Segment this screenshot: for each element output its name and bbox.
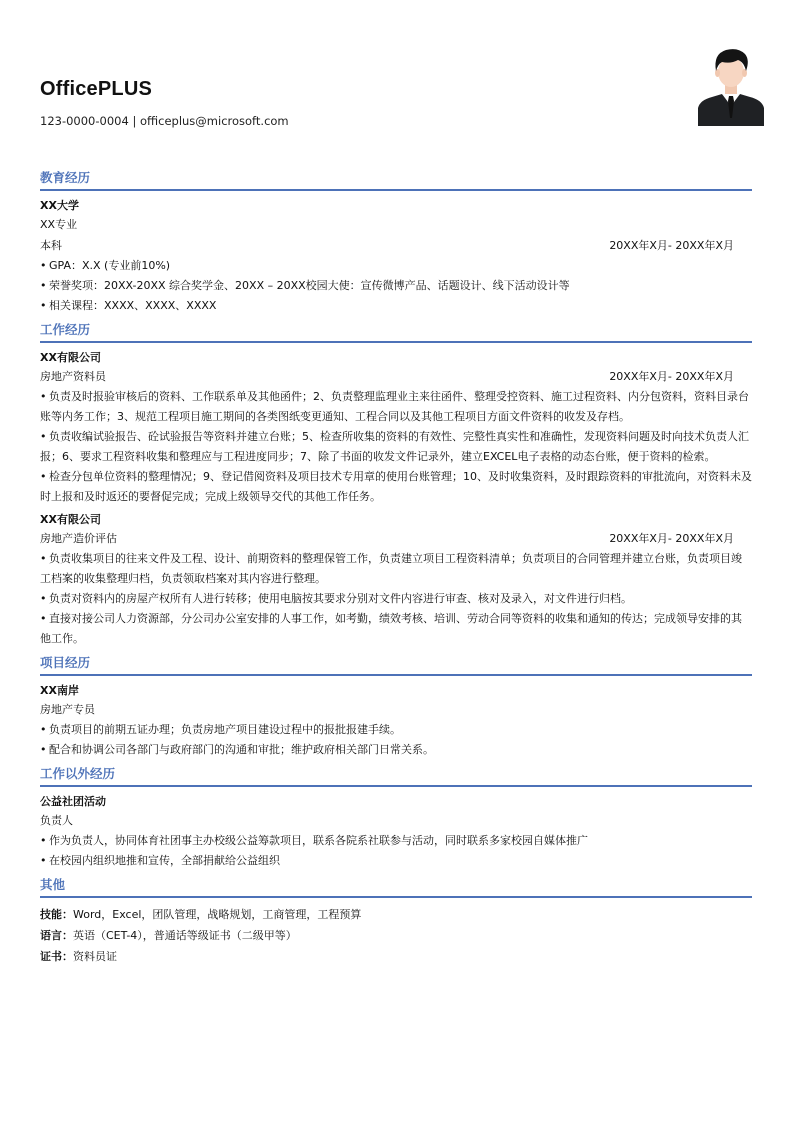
bullet-text: 负责收编试验报告、砼试验报告等资料并建立台账；5、检查所收集的资料的有效性、完整性真实性和准确性，发现资料问题及时向技术负责人汇报；6、要求工程资料收集和整理应与工程进度同步；7、除了书面的收发文件记录外，建立EXCEL电子表格的动态台账，便于资料的检索。 bbox=[40, 430, 749, 463]
bullet-text: 负责及时报验审核后的资料、工作联系单及其他函件；2、负责整理监理业主来往函件、整理受控资料、施工过程资料、内分包资料，资料目录台账等内务工作；3、规范工程项目施工期间的各类图纸变更通知、工程合同以及其他工程项目方面文件资料的收发及存档。 bbox=[40, 390, 749, 423]
language-label: 语言： bbox=[40, 929, 73, 942]
section-title-other: 其他 bbox=[40, 875, 752, 898]
list-item: • 负责项目的前期五证办理；负责房地产项目建设过程中的报批报建手续。 bbox=[40, 723, 401, 736]
avatar-icon bbox=[698, 44, 764, 126]
bullet-text: 在校园内组织地推和宣传，全部捐献给公益组织 bbox=[49, 854, 280, 867]
section-title-work: 工作经历 bbox=[40, 320, 752, 343]
certificate-value: 资料员证 bbox=[73, 950, 117, 963]
work-section bbox=[40, 320, 752, 649]
extra-section bbox=[40, 764, 752, 871]
role-line bbox=[40, 366, 752, 387]
job-role: 房地产资料员 bbox=[40, 370, 106, 383]
role-line bbox=[40, 699, 752, 720]
list-item: • 在校园内组织地推和宣传，全部捐献给公益组织 bbox=[40, 854, 280, 867]
bullet-text: GPA：X.X (专业前10%) bbox=[49, 259, 171, 272]
work-entry bbox=[40, 511, 752, 649]
company-name: XX有限公司 bbox=[40, 513, 101, 526]
role-line bbox=[40, 810, 752, 831]
bullet-text: 负责项目的前期五证办理；负责房地产项目建设过程中的报批报建手续。 bbox=[49, 723, 401, 736]
project-entry bbox=[40, 682, 752, 760]
skills-label: 技能： bbox=[40, 908, 73, 921]
certificate-line bbox=[40, 946, 752, 967]
resume-header bbox=[40, 78, 289, 128]
resume-content bbox=[40, 168, 752, 967]
bullet-text: 相关课程：XXXX、XXXX、XXXX bbox=[49, 299, 217, 312]
list-item: • 检查分包单位资料的整理情况；9、登记借阅资料及项目技术专用章的使用台账管理；10、及时收集资料，及时跟踪资料的审批流向，对资料未及时上报和及时返还的要督促完成；完成上级领导交代的其他工作任务。 bbox=[40, 470, 752, 503]
project-role: 房地产专员 bbox=[40, 703, 95, 716]
certificate-label: 证书： bbox=[40, 950, 73, 963]
skills-line bbox=[40, 904, 752, 925]
major-line bbox=[40, 214, 752, 235]
education-date: 20XX年X月- 20XX年X月 bbox=[609, 239, 734, 252]
bullet-text: 直接对接公司人力资源部，分公司办公室安排的人事工作，如考勤，绩效考核、培训、劳动合同等资料的收集和通知的传达；完成领导安排的其他工作。 bbox=[40, 612, 742, 645]
list-item: • GPA：X.X (专业前10%) bbox=[40, 259, 171, 272]
section-title-extra: 工作以外经历 bbox=[40, 764, 752, 787]
job-date: 20XX年X月- 20XX年X月 bbox=[609, 532, 734, 545]
education-entry bbox=[40, 197, 752, 316]
list-item: • 负责收集项目的往来文件及工程、设计、前期资料的整理保管工作，负责建立项目工程资料清单；负责项目的合同管理并建立台账，负责项目竣工档案的收集整理归档，负责领取档案对其内容进行整理。 bbox=[40, 552, 742, 585]
list-item: • 配合和协调公司各部门与政府部门的沟通和审批；维护政府相关部门日常关系。 bbox=[40, 743, 434, 756]
bullet-text: 配合和协调公司各部门与政府部门的沟通和审批；维护政府相关部门日常关系。 bbox=[49, 743, 434, 756]
list-item: • 直接对接公司人力资源部，分公司办公室安排的人事工作，如考勤，绩效考核、培训、劳动合同等资料的收集和通知的传达；完成领导安排的其他工作。 bbox=[40, 612, 742, 645]
role-line bbox=[40, 528, 752, 549]
language-line bbox=[40, 925, 752, 946]
activity-role: 负责人 bbox=[40, 814, 73, 827]
bullet-text: 作为负责人，协同体育社团事主办校级公益筹款项目，联系各院系社联参与活动，同时联系多家校园自媒体推广 bbox=[49, 834, 588, 847]
extra-entry bbox=[40, 793, 752, 871]
company-name: XX有限公司 bbox=[40, 351, 101, 364]
language-value: 英语（CET-4），普通话等级证书（二级甲等） bbox=[73, 929, 297, 942]
activity-name: 公益社团活动 bbox=[40, 795, 106, 808]
job-role: 房地产造价评估 bbox=[40, 532, 117, 545]
list-item: • 负责及时报验审核后的资料、工作联系单及其他函件；2、负责整理监理业主来往函件、整理受控资料、施工过程资料、内分包资料，资料目录台账等内务工作；3、规范工程项目施工期间的各类图纸变更通知、工程合同以及其他工程项目方面文件资料的收发及存档。 bbox=[40, 390, 749, 423]
candidate-name: OfficePLUS bbox=[40, 78, 153, 100]
skills-value: Word，Excel，团队管理，战略规划，工商管理，工程预算 bbox=[73, 908, 362, 921]
bullet-text: 荣誉奖项：20XX-20XX 综合奖学金、20XX – 20XX校园大使：宣传微博产品、话题设计、线下活动设计等 bbox=[49, 279, 570, 292]
list-item: • 作为负责人，协同体育社团事主办校级公益筹款项目，联系各院系社联参与活动，同时联系多家校园自媒体推广 bbox=[40, 834, 588, 847]
education-section bbox=[40, 168, 752, 316]
project-section bbox=[40, 653, 752, 760]
major: XX专业 bbox=[40, 218, 78, 231]
degree-line bbox=[40, 235, 752, 256]
project-name: XX南岸 bbox=[40, 684, 79, 697]
contact-info: 123-0000-0004 | officeplus@microsoft.com bbox=[40, 114, 289, 128]
list-item: • 荣誉奖项：20XX-20XX 综合奖学金、20XX – 20XX校园大使：宣传微博产品、话题设计、线下活动设计等 bbox=[40, 279, 570, 292]
list-item: • 负责收编试验报告、砼试验报告等资料并建立台账；5、检查所收集的资料的有效性、完整性真实性和准确性，发现资料问题及时向技术负责人汇报；6、要求工程资料收集和整理应与工程进度同步；7、除了书面的收发文件记录外，建立EXCEL电子表格的动态台账，便于资料的检索。 bbox=[40, 430, 749, 463]
other-section bbox=[40, 875, 752, 967]
degree: 本科 bbox=[40, 239, 62, 252]
list-item: • 相关课程：XXXX、XXXX、XXXX bbox=[40, 299, 217, 312]
list-item: • 负责对资料内的房屋产权所有人进行转移；使用电脑按其要求分别对文件内容进行审查、核对及录入，对文件进行归档。 bbox=[40, 592, 632, 605]
bullet-text: 负责收集项目的往来文件及工程、设计、前期资料的整理保管工作，负责建立项目工程资料清单；负责项目的合同管理并建立台账，负责项目竣工档案的收集整理归档，负责领取档案对其内容进行整理。 bbox=[40, 552, 742, 585]
work-entry bbox=[40, 349, 752, 507]
section-title-project: 项目经历 bbox=[40, 653, 752, 676]
school-name: XX大学 bbox=[40, 199, 79, 212]
section-title-education: 教育经历 bbox=[40, 168, 752, 191]
bullet-text: 检查分包单位资料的整理情况；9、登记借阅资料及项目技术专用章的使用台账管理；10、及时收集资料，及时跟踪资料的审批流向，对资料未及时上报和及时返还的要督促完成；完成上级领导交代的其他工作任务。 bbox=[40, 470, 752, 503]
job-date: 20XX年X月- 20XX年X月 bbox=[609, 370, 734, 383]
bullet-text: 负责对资料内的房屋产权所有人进行转移；使用电脑按其要求分别对文件内容进行审查、核对及录入，对文件进行归档。 bbox=[49, 592, 632, 605]
